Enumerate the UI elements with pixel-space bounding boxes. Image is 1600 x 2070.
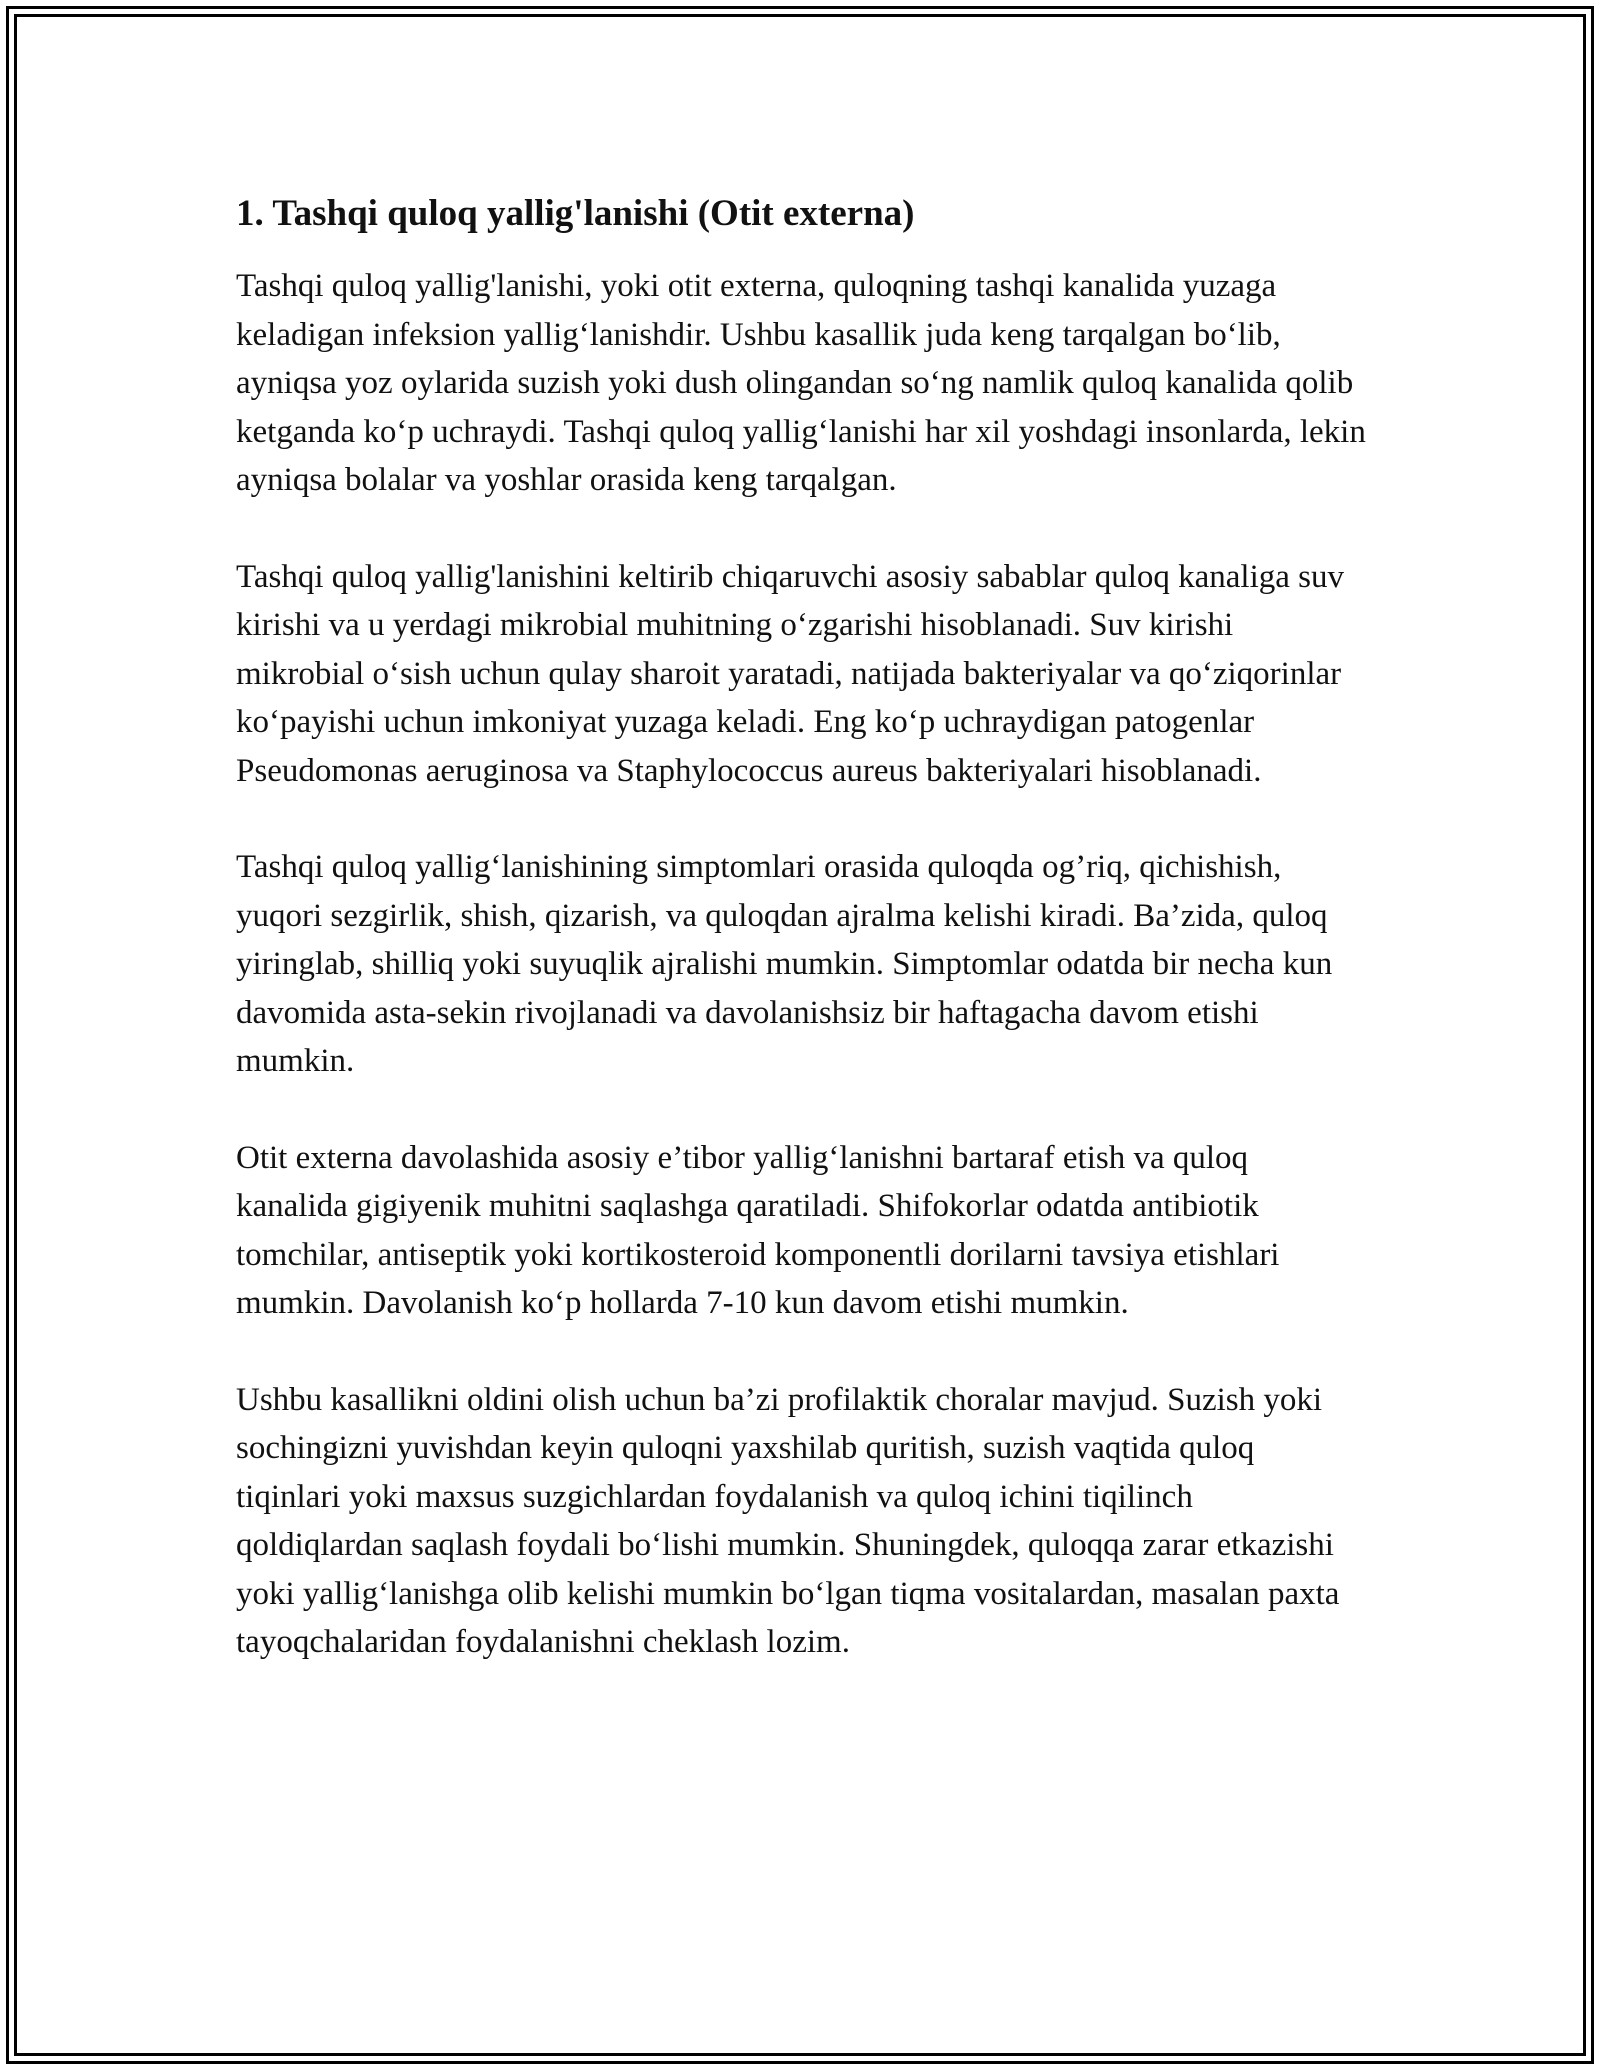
paragraph-causes: Tashqi quloq yallig'lanishini keltirib chiqaruvchi asosiy sabablar quloq kanaliga suv kirishi va u yerdagi mikrobial muhitning o‘zgarishi hisoblanadi. Suv kirishi mikrobial o‘sish uchun qulay sharoit yaratadi, natijada bakteriyalar va qo‘ziqorinlar ko‘payishi uchun imkoniyat yuzaga keladi. Eng ko‘p uchraydigan patogenlar Pseudomonas aeruginosa va Staphylococcus aureus bakteriyalari hisoblanadi. <box>236 558 1344 789</box>
paragraph-prevention: Ushbu kasallikni oldini olish uchun ba’zi profilaktik choralar mavjud. Suzish yoki sochingizni yuvishdan keyin quloqni yaxshilab quritish, suzish vaqtida quloq tiqinlari yoki maxsus suzgichlardan foydalanish va quloq ichini tiqilinch qoldiqlardan saqlash foydali bo‘lishi mumkin. Shuningdek, quloqqa zarar etkazishi yoki yallig‘lanishga olib kelishi mumkin bo‘lgan tiqma vositalardan, masalan paxta tayoqchalaridan foydalanishni cheklash lozim. <box>236 1381 1340 1660</box>
paragraph-treatment: Otit externa davolashida asosiy e’tibor yallig‘lanishni bartaraf etish va quloq kanalida gigiyenik muhitni saqlashga qaratiladi. Shifokorlar odatda antibiotik tomchilar, antiseptik yoki kortikosteroid komponentli dorilarni tavsiya etishlari mumkin. Davolanish ko‘p hollarda 7-10 kun davom etishi mumkin. <box>236 1139 1280 1321</box>
paragraph-symptoms: Tashqi quloq yallig‘lanishining simptomlari orasida quloqda og’riq, qichishish, yuqori sezgirlik, shish, qizarish, va quloqdan ajralma kelishi kiradi. Ba’zida, quloq yiringlab, shilliq yoki suyuqlik ajralishi mumkin. Simptomlar odatda bir necha kun davomida asta-sekin rivojlanadi va davolanishsiz bir haftagacha davom etishi mumkin. <box>236 849 1333 1079</box>
section-heading: 1. Tashqi quloq yallig'lanishi (Otit externa) <box>236 193 915 234</box>
paragraph-definition: Tashqi quloq yallig'lanishi, yoki otit externa, quloqning tashqi kanalida yuzaga keladigan infeksion yallig‘lanishdir. Ushbu kasallik juda keng tarqalgan bo‘lib, ayniqsa yoz oylarida suzish yoki dush olingandan so‘ng namlik quloq kanalida qolib ketganda ko‘p uchraydi. Tashqi quloq yallig‘lanishi har xil yoshdagi insonlarda, lekin ayniqsa bolalar va yoshlar orasida keng tarqalgan. <box>236 268 1366 498</box>
document-body <box>236 187 1366 1667</box>
